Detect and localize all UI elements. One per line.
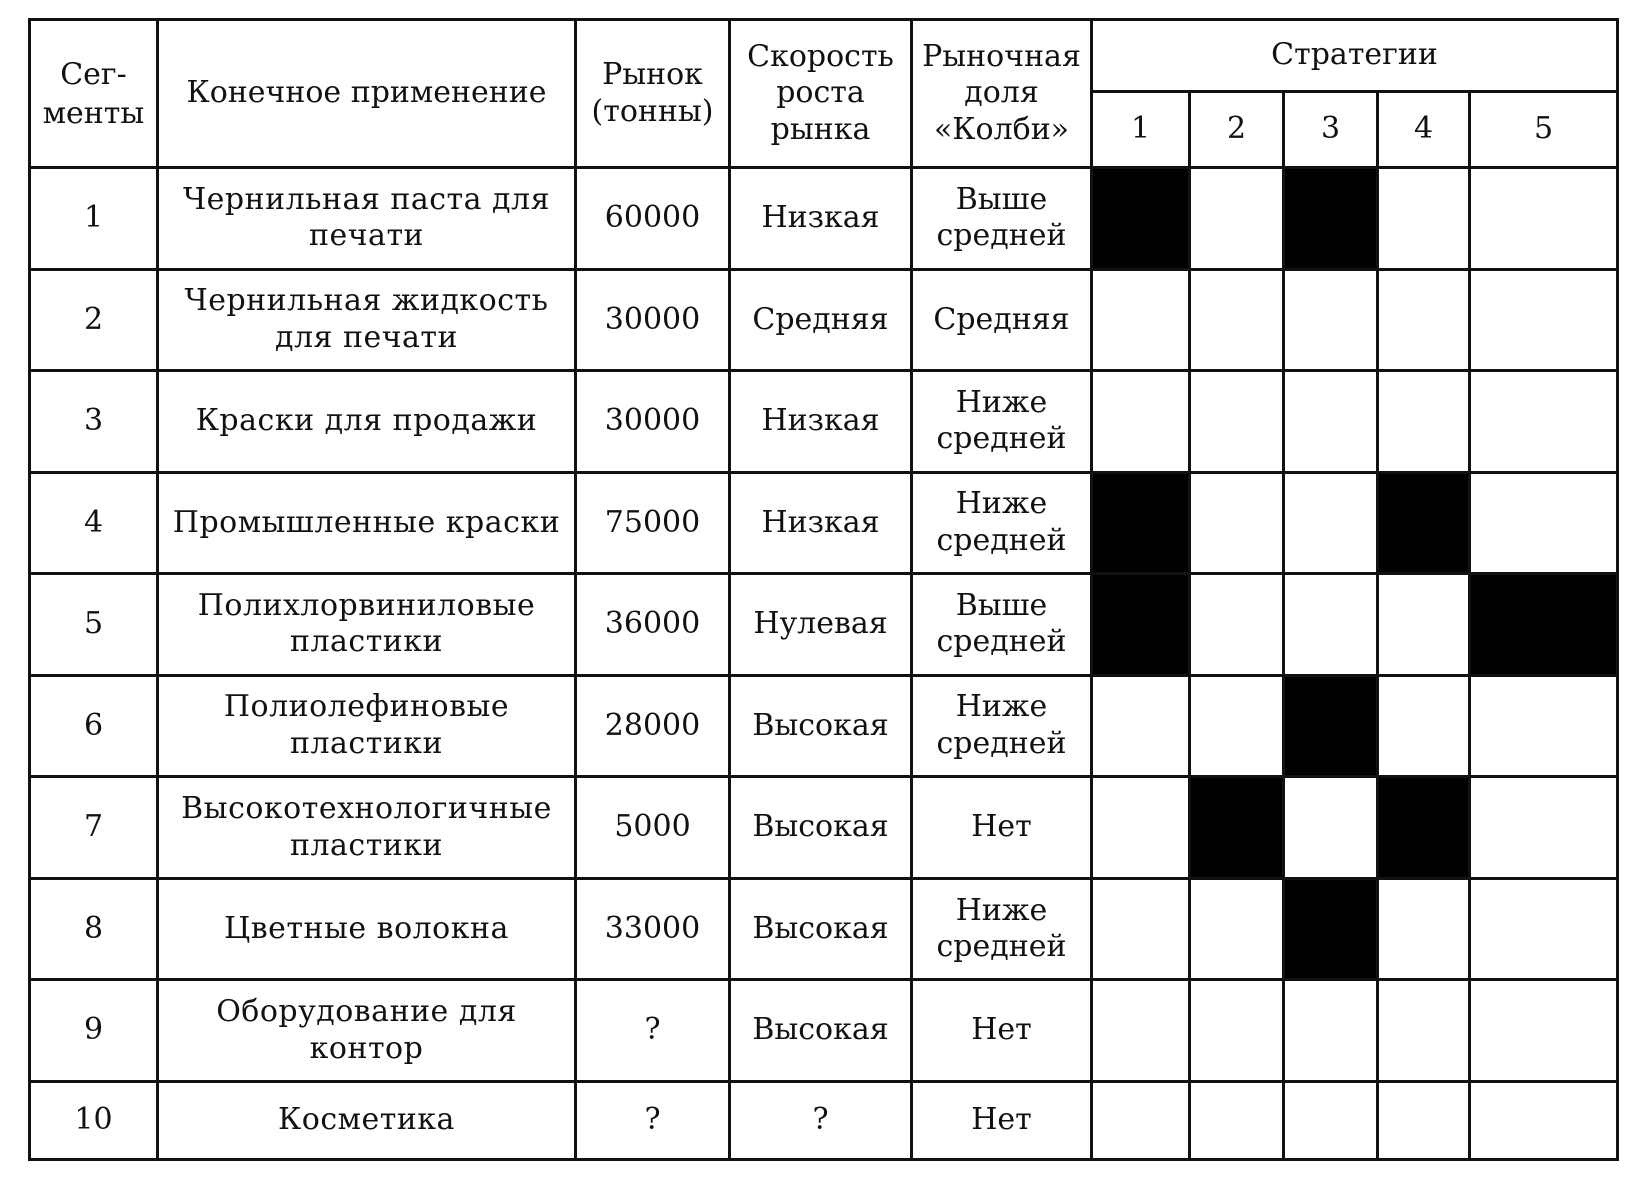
growth-cell: Низкая	[730, 168, 912, 270]
end-use-cell: Полихлорвиниловые пластики	[158, 574, 576, 676]
header-strategy-number: 1	[1092, 92, 1190, 168]
strategy-cell-filled	[1378, 777, 1470, 879]
growth-cell: ?	[730, 1081, 912, 1159]
strategy-cell-empty	[1190, 980, 1284, 1082]
strategy-cell-empty	[1092, 980, 1190, 1082]
share-cell: Выше средней	[912, 574, 1092, 676]
end-use-cell: Цветные волокна	[158, 878, 576, 980]
segment-number: 3	[30, 371, 158, 473]
table-row	[30, 168, 1618, 270]
strategy-cell-filled	[1378, 472, 1470, 574]
strategy-cell-empty	[1378, 675, 1470, 777]
growth-cell: Высокая	[730, 980, 912, 1082]
growth-cell: Нулевая	[730, 574, 912, 676]
strategy-cell-empty	[1378, 168, 1470, 270]
strategy-cell-empty	[1284, 472, 1378, 574]
strategy-cell-empty	[1092, 878, 1190, 980]
strategy-cell-filled	[1284, 878, 1378, 980]
header-strategy-number: 5	[1470, 92, 1618, 168]
segment-number: 8	[30, 878, 158, 980]
strategy-cell-empty	[1470, 472, 1618, 574]
strategy-cell-filled	[1284, 675, 1378, 777]
strategy-cell-empty	[1470, 980, 1618, 1082]
strategy-cell-empty	[1092, 371, 1190, 473]
share-cell: Выше средней	[912, 168, 1092, 270]
segment-number: 10	[30, 1081, 158, 1159]
end-use-cell: Чернильная паста для печати	[158, 168, 576, 270]
strategy-cell-empty	[1284, 980, 1378, 1082]
strategy-cell-empty	[1190, 878, 1284, 980]
table-row	[30, 878, 1618, 980]
strategy-cell-empty	[1190, 1081, 1284, 1159]
strategy-cell-empty	[1378, 574, 1470, 676]
strategy-cell-filled	[1190, 777, 1284, 879]
header-market: Рынок (тонны)	[576, 20, 730, 168]
strategy-cell-empty	[1092, 1081, 1190, 1159]
segment-number: 4	[30, 472, 158, 574]
strategy-cell-empty	[1284, 574, 1378, 676]
market-cell: 30000	[576, 269, 730, 371]
strategy-cell-empty	[1190, 168, 1284, 270]
table-row	[30, 1081, 1618, 1159]
header-growth: Скорость роста рынка	[730, 20, 912, 168]
strategy-cell-empty	[1470, 168, 1618, 270]
growth-cell: Низкая	[730, 371, 912, 473]
strategy-cell-empty	[1378, 269, 1470, 371]
strategy-cell-filled	[1092, 472, 1190, 574]
share-cell: Нет	[912, 777, 1092, 879]
header-strategy-number: 3	[1284, 92, 1378, 168]
strategy-cell-empty	[1470, 777, 1618, 879]
strategy-cell-empty	[1190, 574, 1284, 676]
segments-table	[28, 18, 1619, 1161]
strategy-cell-empty	[1190, 371, 1284, 473]
share-cell: Ниже средней	[912, 371, 1092, 473]
header-row	[30, 20, 1618, 92]
growth-cell: Низкая	[730, 472, 912, 574]
strategy-cell-empty	[1470, 1081, 1618, 1159]
market-cell: 36000	[576, 574, 730, 676]
strategy-cell-filled	[1470, 574, 1618, 676]
share-cell: Ниже средней	[912, 472, 1092, 574]
share-cell: Ниже средней	[912, 675, 1092, 777]
header-share: Рыночная доля «Колби»	[912, 20, 1092, 168]
growth-cell: Высокая	[730, 675, 912, 777]
growth-cell: Высокая	[730, 878, 912, 980]
strategy-cell-empty	[1190, 472, 1284, 574]
end-use-cell: Чернильная жидкость для печати	[158, 269, 576, 371]
share-cell: Нет	[912, 1081, 1092, 1159]
market-cell: 60000	[576, 168, 730, 270]
share-cell: Средняя	[912, 269, 1092, 371]
strategy-cell-empty	[1470, 675, 1618, 777]
segment-number: 5	[30, 574, 158, 676]
strategy-cell-empty	[1378, 980, 1470, 1082]
strategy-cell-empty	[1092, 675, 1190, 777]
header-strategies: Стратегии	[1092, 20, 1618, 92]
strategy-cell-filled	[1092, 574, 1190, 676]
strategy-cell-empty	[1190, 675, 1284, 777]
end-use-cell: Промышленные краски	[158, 472, 576, 574]
market-cell: 75000	[576, 472, 730, 574]
strategy-cell-empty	[1284, 1081, 1378, 1159]
market-cell: ?	[576, 980, 730, 1082]
growth-cell: Высокая	[730, 777, 912, 879]
end-use-cell: Оборудование для контор	[158, 980, 576, 1082]
end-use-cell: Косметика	[158, 1081, 576, 1159]
growth-cell: Средняя	[730, 269, 912, 371]
header-end-use: Конечное применение	[158, 20, 576, 168]
end-use-cell: Краски для продажи	[158, 371, 576, 473]
share-cell: Нет	[912, 980, 1092, 1082]
share-cell: Ниже средней	[912, 878, 1092, 980]
strategy-cell-empty	[1378, 878, 1470, 980]
segment-number: 6	[30, 675, 158, 777]
strategy-cell-filled	[1092, 168, 1190, 270]
end-use-cell: Высокотехнологичные пластики	[158, 777, 576, 879]
market-cell: 5000	[576, 777, 730, 879]
strategy-cell-empty	[1092, 777, 1190, 879]
table-row	[30, 777, 1618, 879]
strategy-cell-empty	[1284, 371, 1378, 473]
strategy-cell-filled	[1284, 168, 1378, 270]
table-row	[30, 371, 1618, 473]
segment-number: 7	[30, 777, 158, 879]
market-cell: 28000	[576, 675, 730, 777]
market-cell: 33000	[576, 878, 730, 980]
market-cell: 30000	[576, 371, 730, 473]
table-row	[30, 675, 1618, 777]
strategy-cell-empty	[1284, 269, 1378, 371]
table-body	[30, 168, 1618, 1160]
strategy-cell-empty	[1470, 269, 1618, 371]
market-cell: ?	[576, 1081, 730, 1159]
end-use-cell: Полиолефиновые пластики	[158, 675, 576, 777]
header-strategy-number: 4	[1378, 92, 1470, 168]
strategy-cell-empty	[1470, 371, 1618, 473]
table-row	[30, 980, 1618, 1082]
strategy-cell-empty	[1284, 777, 1378, 879]
strategy-cell-empty	[1190, 269, 1284, 371]
strategy-cell-empty	[1378, 371, 1470, 473]
table-row	[30, 472, 1618, 574]
header-strategy-number: 2	[1190, 92, 1284, 168]
strategy-cell-empty	[1092, 269, 1190, 371]
strategy-cell-empty	[1378, 1081, 1470, 1159]
strategy-cell-empty	[1470, 878, 1618, 980]
segment-number: 1	[30, 168, 158, 270]
table-row	[30, 574, 1618, 676]
header-segments: Сег-менты	[30, 20, 158, 168]
segment-number: 2	[30, 269, 158, 371]
segment-number: 9	[30, 980, 158, 1082]
table-row	[30, 269, 1618, 371]
